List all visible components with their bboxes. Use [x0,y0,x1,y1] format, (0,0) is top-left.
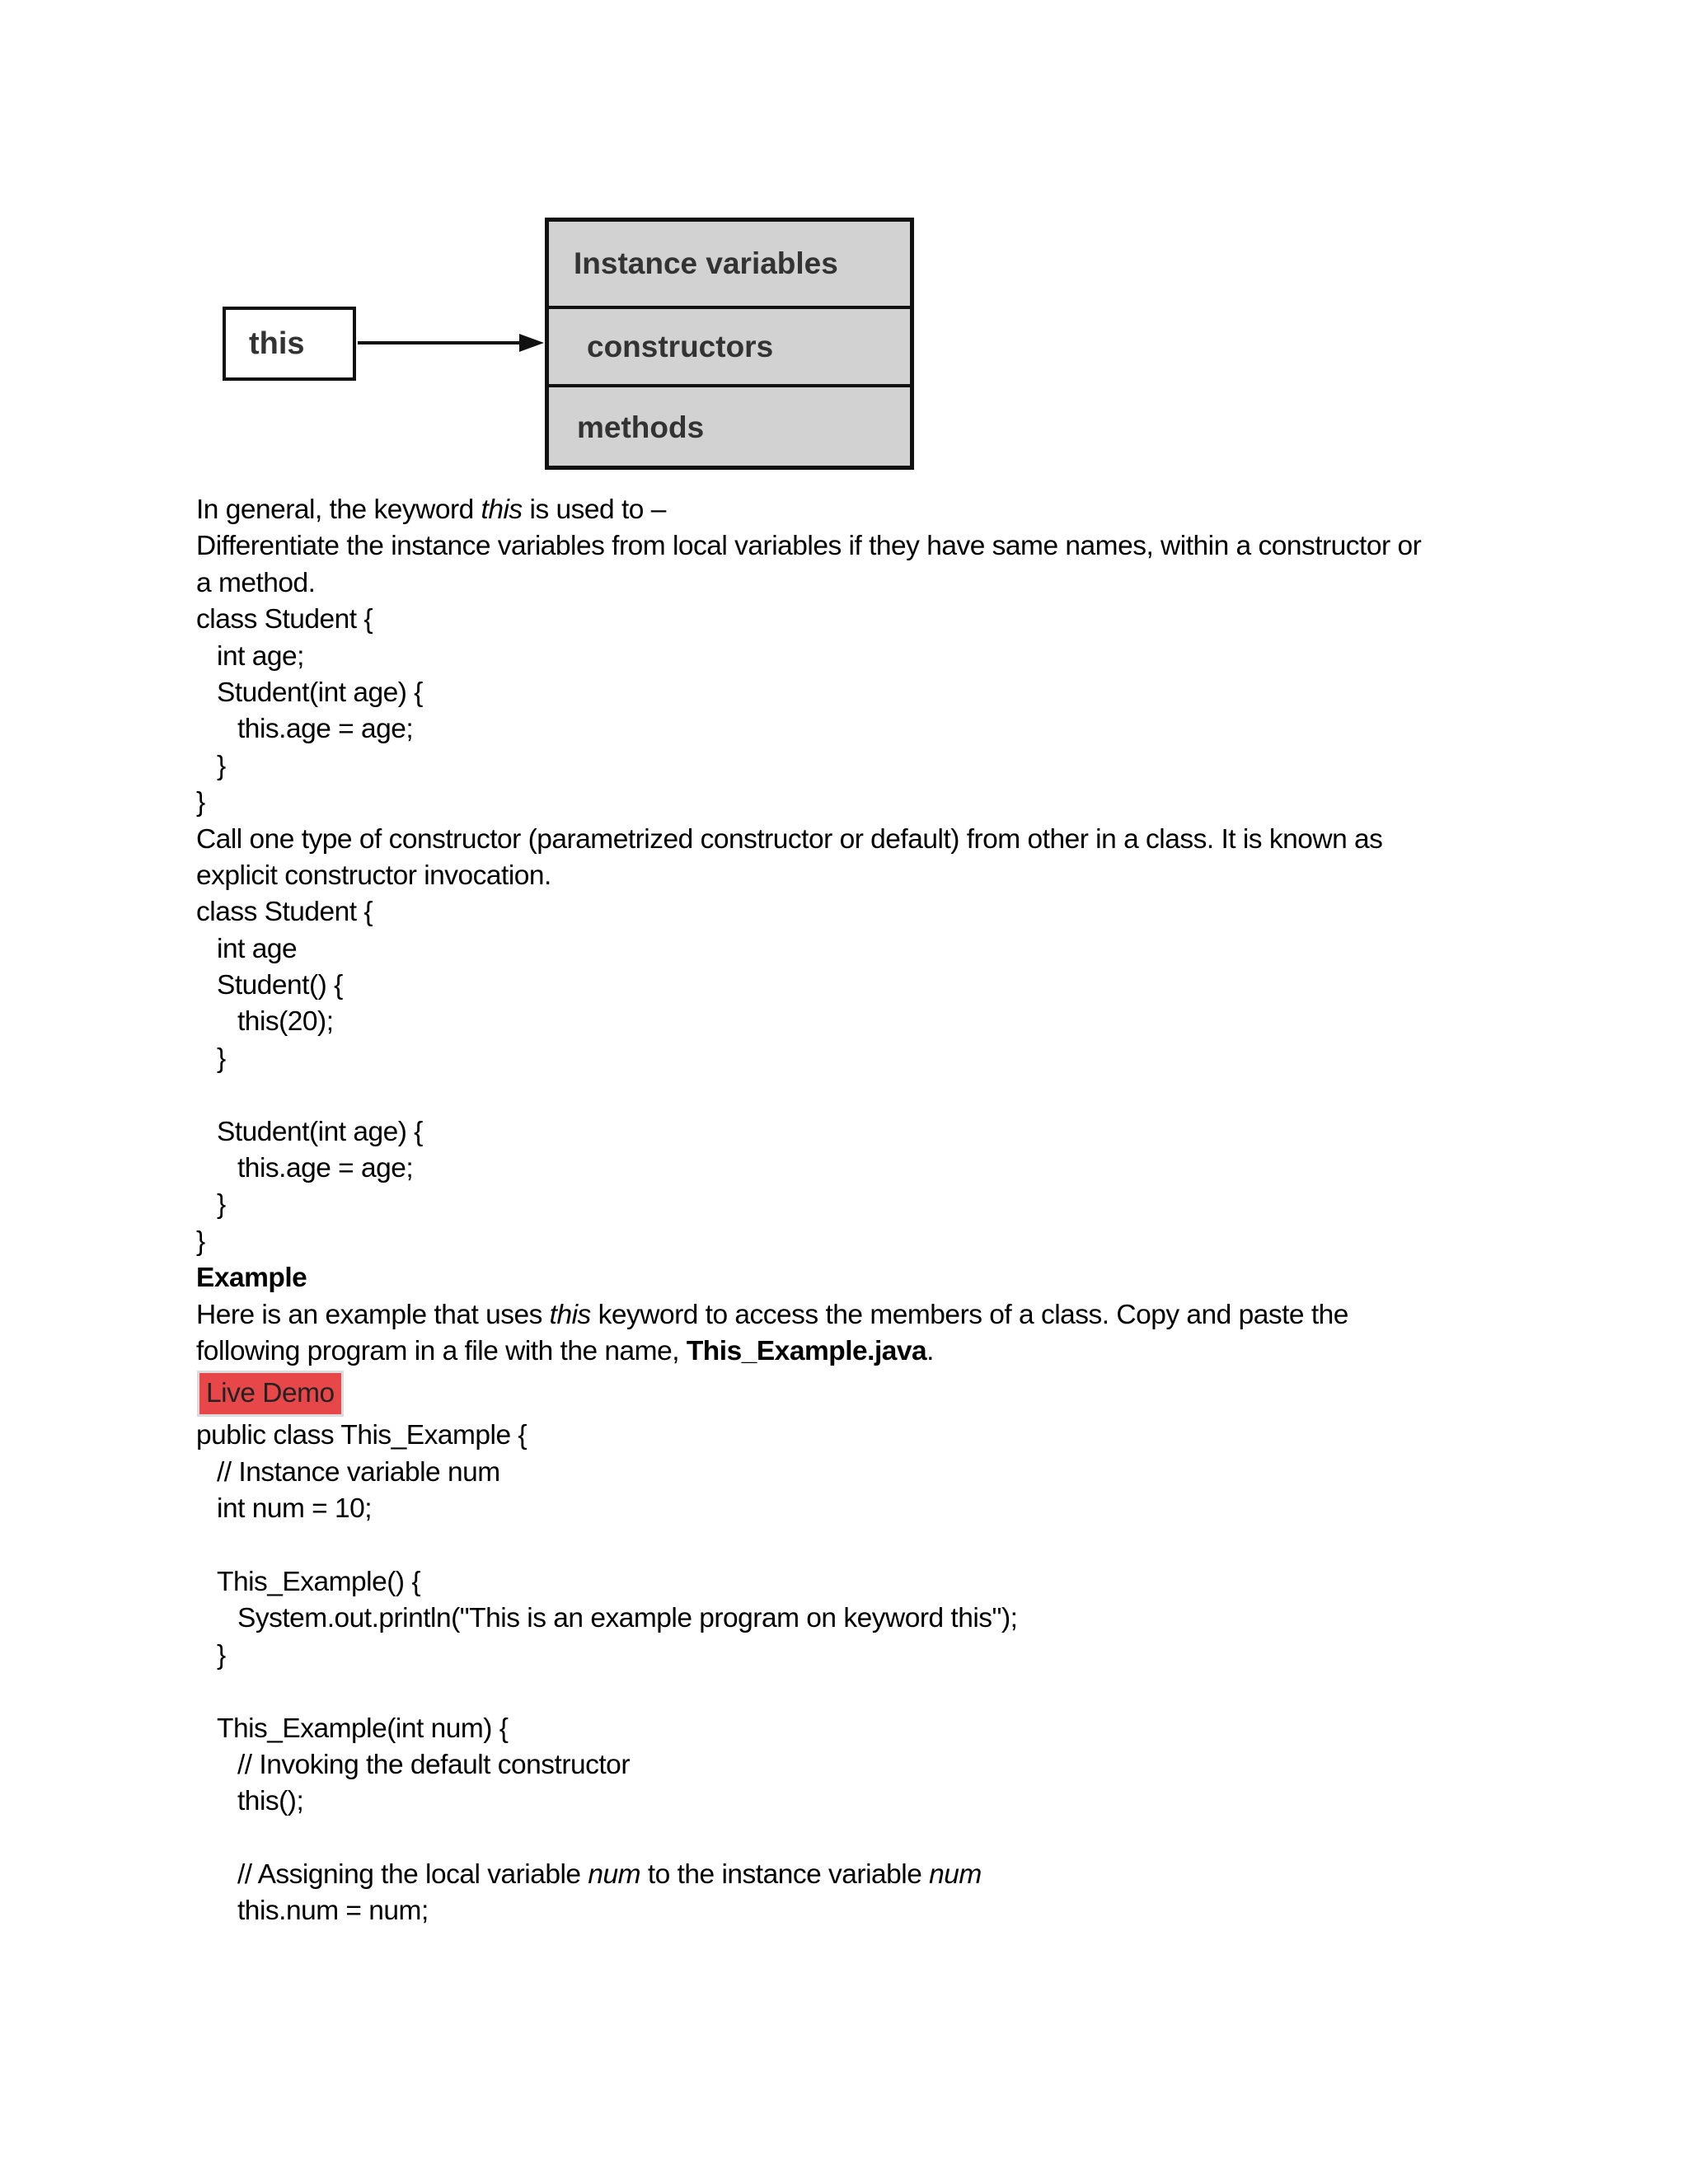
arrow-icon [358,328,549,361]
code-line: } [217,1189,226,1221]
code-line: int age; [217,640,304,672]
blank-line [196,1077,1490,1113]
code-line: } [217,750,226,781]
code-line: this(20); [237,1006,334,1038]
intro-line: In general, the keyword this is used to – [196,494,666,525]
code-line: This_Example(int num) { [217,1713,509,1744]
this-pointer-label: this [249,326,305,361]
point2-line1: Call one type of constructor (parametrized constructor or default) from other in a class. It is known as [196,823,1383,855]
live-demo-button[interactable]: Live Demo [199,1373,341,1414]
code-line: } [196,1226,205,1257]
code-line: this(); [237,1786,304,1817]
code-line: // Instance variable num [217,1456,500,1488]
document-body [196,492,1490,1930]
code-line: This_Example() { [217,1566,421,1597]
example-line1: Here is an example that uses this keyword to access the members of a class. Copy and paste the [196,1299,1348,1330]
point2-line2: explicit constructor invocation. [196,860,551,891]
blank-line [196,1821,1490,1857]
constructors-row: constructors [549,309,910,387]
instance-variables-row: Instance variables [549,222,910,309]
blank-line [196,1674,1490,1710]
code-line: Student(int age) { [217,677,423,708]
code-line: } [217,1043,226,1074]
blank-line [196,1528,1490,1564]
code-line: } [196,787,205,818]
methods-row: methods [577,410,705,444]
this-keyword-diagram [0,0,1688,494]
code-line: this.age = age; [237,1153,414,1184]
code-line: class Student { [196,604,373,635]
code-line: this.num = num; [237,1896,429,1927]
point1-line1: Differentiate the instance variables from local variables if they have same names, within a constructor or [196,531,1422,562]
code-line: class Student { [196,897,373,928]
code-line: int num = 10; [217,1493,373,1525]
example-line2: following program in a file with the name, This_Example.java. [196,1335,934,1366]
code-line: this.age = age; [237,714,414,745]
point1-line2: a method. [196,567,316,598]
code-line: int age [217,933,298,964]
code-line: public class This_Example { [196,1420,528,1451]
code-comment-line: // Assigning the local variable num to the instance variable num [237,1859,982,1891]
example-heading: Example [196,1263,307,1294]
object-members-stack [545,218,914,470]
code-line: Student() { [217,970,343,1001]
code-line: // Invoking the default constructor [237,1749,630,1780]
code-line: Student(int age) { [217,1116,423,1147]
live-demo-row [196,1370,1490,1418]
code-line: } [217,1639,226,1671]
code-line: System.out.println("This is an example program on keyword this"); [237,1603,1018,1634]
this-pointer-box [223,307,356,381]
